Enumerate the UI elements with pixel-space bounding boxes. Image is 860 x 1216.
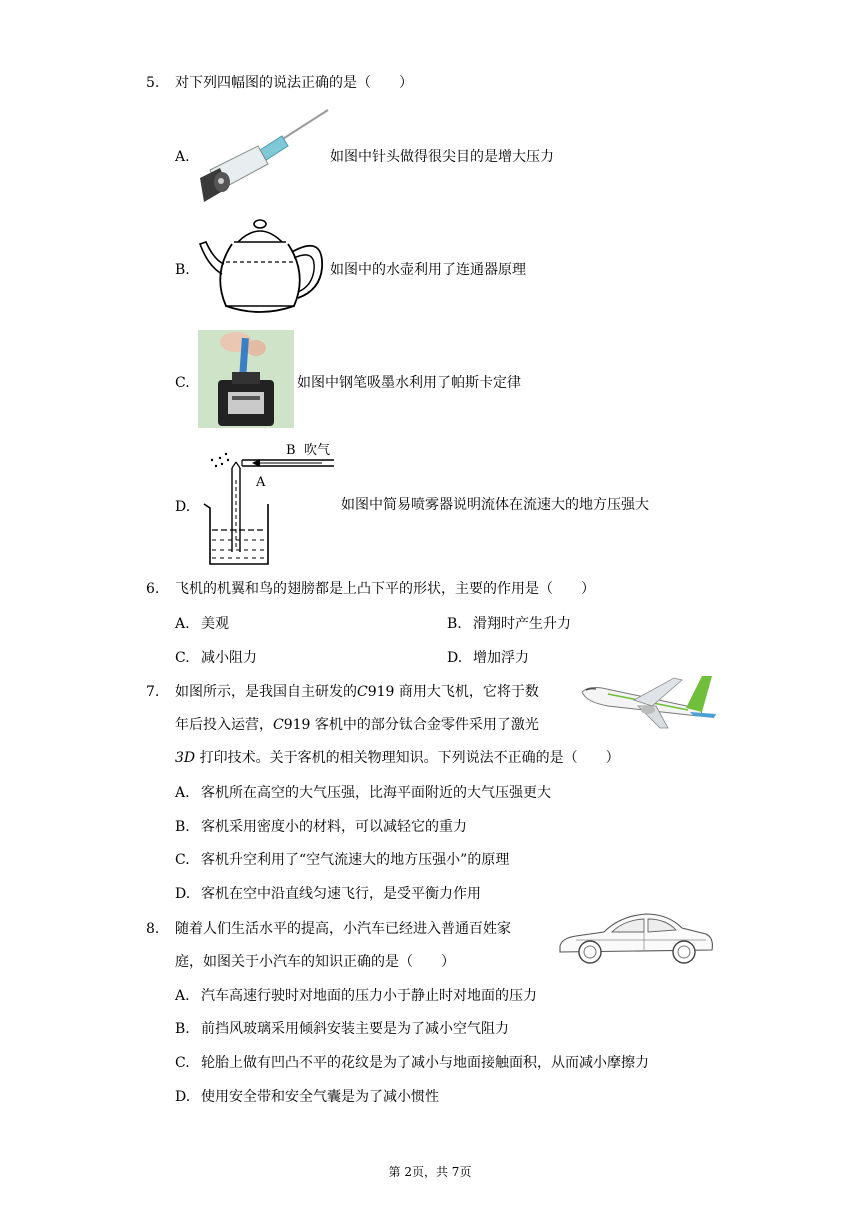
q7-option-d-text: 客机在空中沿直线匀速飞行，是受平衡力作用 xyxy=(201,886,481,902)
q6-option-b-text: 滑翔时产生升力 xyxy=(473,616,571,632)
car-image xyxy=(556,908,718,968)
question-7-line-2: 年后投入运营，C919 客机中的部分钛合金零件采用了激光 xyxy=(175,717,539,733)
q5-option-c-letter: C. xyxy=(175,375,190,391)
q5-option-c-text: 如图中钢笔吸墨水利用了帕斯卡定律 xyxy=(297,375,521,391)
q7-option-d-letter: D. xyxy=(175,886,191,902)
q6-option-c-letter: C. xyxy=(175,650,190,666)
q8-option-a-text: 汽车高速行驶时对地面的压力小于静止时对地面的压力 xyxy=(201,988,537,1004)
teapot-image xyxy=(198,214,328,322)
question-8-line-1: 随着人们生活水平的提高，小汽车已经进入普通百姓家 xyxy=(175,921,511,937)
question-7-line-3: 3D 打印技术。关于客机的相关物理知识。下列说法不正确的是（ ） xyxy=(175,750,620,766)
q5-option-a-text: 如图中针头做得很尖目的是增大压力 xyxy=(330,149,554,165)
question-5-stem: 对下列四幅图的说法正确的是（ ） xyxy=(175,75,413,91)
q5-option-b-letter: B. xyxy=(175,262,190,278)
sprayer-label-blow: 吹气 xyxy=(304,443,331,458)
q7-option-b-text: 客机采用密度小的材料，可以减轻它的重力 xyxy=(201,819,467,835)
question-8-number: 8. xyxy=(146,921,160,937)
q8-option-c-text: 轮胎上做有凹凸不平的花纹是为了减小与地面接触面积，从而减小摩擦力 xyxy=(201,1055,649,1071)
q6-option-b-letter: B. xyxy=(447,616,462,632)
question-7-number: 7. xyxy=(146,684,160,700)
syringe-image xyxy=(200,108,332,204)
question-7-line-1: 如图所示，是我国自主研发的C919 商用大飞机，它将于数 xyxy=(175,684,539,700)
fountain-pen-ink-image xyxy=(198,330,294,428)
q8-option-a-letter: A. xyxy=(175,988,190,1004)
question-6-stem: 飞机的机翼和鸟的翅膀都是上凸下平的形状，主要的作用是（ ） xyxy=(175,581,595,597)
q6-option-a-letter: A. xyxy=(175,616,190,632)
question-6-number: 6. xyxy=(146,581,160,597)
q5-option-d-text: 如图中简易喷雾器说明流体在流速大的地方压强大 xyxy=(341,497,649,513)
q5-option-d-letter: D. xyxy=(175,499,191,515)
q8-option-c-letter: C. xyxy=(175,1055,190,1071)
c919-airplane-image xyxy=(578,672,720,730)
q7-option-c-text: 客机升空利用了“空气流速大的地方压强小”的原理 xyxy=(201,852,510,868)
q6-option-d-letter: D. xyxy=(447,650,463,666)
q5-option-a-letter: A. xyxy=(175,149,190,165)
q7-option-b-letter: B. xyxy=(175,819,190,835)
q5-option-b-text: 如图中的水壶利用了连通器原理 xyxy=(330,262,526,278)
q8-option-b-text: 前挡风玻璃采用倾斜安装主要是为了减小空气阻力 xyxy=(201,1021,509,1037)
question-5-number: 5. xyxy=(146,75,160,91)
q8-option-d-letter: D. xyxy=(175,1089,191,1105)
question-8-line-2: 庭，如图关于小汽车的知识正确的是（ ） xyxy=(175,954,455,970)
q7-option-a-text: 客机所在高空的大气压强，比海平面附近的大气压强更大 xyxy=(201,785,551,801)
q7-option-a-letter: A. xyxy=(175,785,190,801)
q6-option-d-text: 增加浮力 xyxy=(473,650,529,666)
page-footer: 第 2页，共 7页 xyxy=(388,1165,472,1179)
q6-option-c-text: 减小阻力 xyxy=(201,650,257,666)
q8-option-d-text: 使用安全带和安全气囊是为了减小惯性 xyxy=(201,1089,439,1105)
q8-option-b-letter: B. xyxy=(175,1021,190,1037)
sprayer-label-b: B xyxy=(286,443,296,458)
q7-option-c-letter: C. xyxy=(175,852,190,868)
sprayer-label-a: A xyxy=(256,475,266,490)
q6-option-a-text: 美观 xyxy=(201,616,229,632)
